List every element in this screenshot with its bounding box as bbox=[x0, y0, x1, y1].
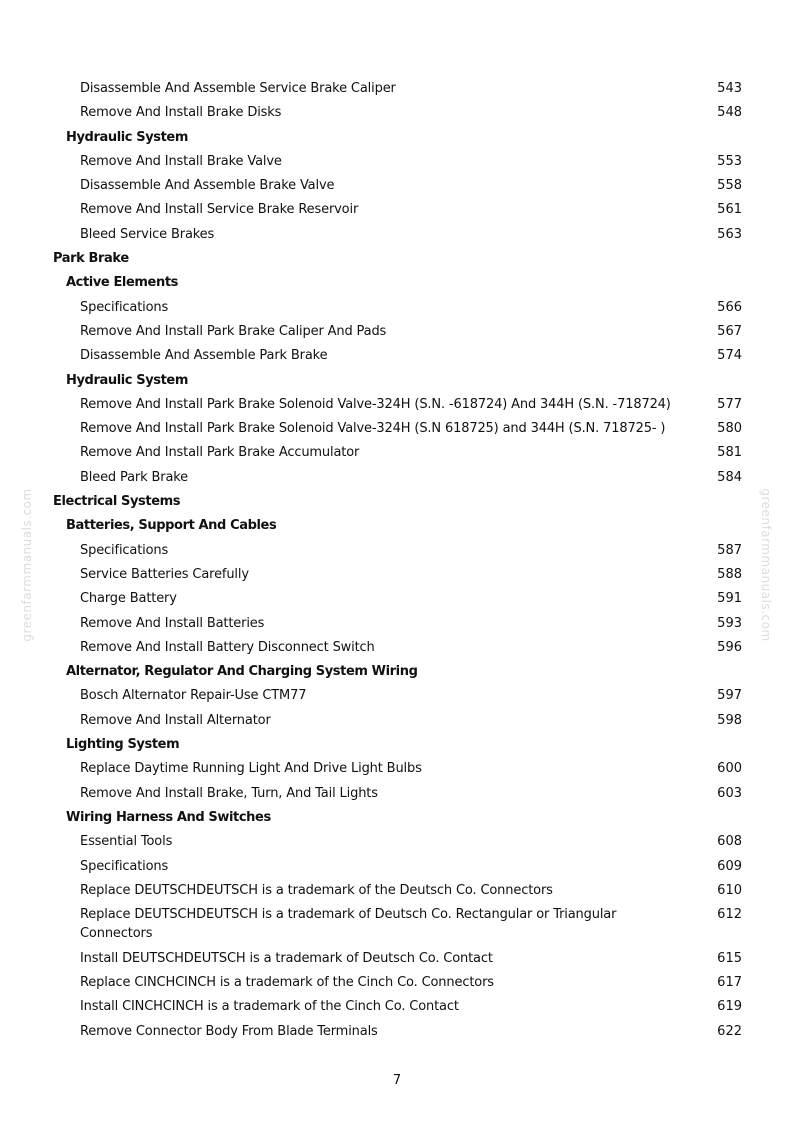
toc-entry[interactable] bbox=[0, 682, 794, 706]
toc-entry-title: Disassemble And Assemble Brake Valve bbox=[80, 178, 335, 194]
toc-entry[interactable] bbox=[0, 707, 794, 731]
toc-page-number: 587 bbox=[717, 542, 742, 558]
toc-entry-title: Remove And Install Batteries bbox=[80, 615, 265, 631]
toc-page-number: 596 bbox=[717, 639, 742, 655]
toc-page-number: 543 bbox=[717, 81, 742, 96]
toc-subsection-title: Active Elements bbox=[66, 275, 178, 291]
toc-subsection bbox=[0, 658, 794, 682]
toc-page-number: 588 bbox=[717, 566, 742, 582]
toc-entry-title: Bleed Service Brakes bbox=[80, 226, 215, 242]
toc-entry-title: Remove And Install Park Brake Solenoid Valve-324H (S.N. -618724) And 344H (S.N. -718724) bbox=[80, 396, 671, 412]
toc-subsection-title: Alternator, Regulator And Charging System Wiring bbox=[66, 664, 418, 680]
toc-subsection bbox=[0, 269, 794, 293]
toc-entry[interactable] bbox=[0, 439, 794, 463]
toc-page-number: 553 bbox=[717, 153, 742, 169]
toc-entry-title: Specifications bbox=[80, 858, 169, 874]
toc-page-number: 558 bbox=[717, 178, 742, 194]
toc-subsection-title: Hydraulic System bbox=[66, 372, 188, 388]
toc-subsection bbox=[0, 367, 794, 391]
toc-subsection bbox=[0, 124, 794, 148]
table-of-contents bbox=[0, 75, 794, 1042]
toc-entry[interactable] bbox=[0, 969, 794, 993]
toc-entry[interactable] bbox=[0, 610, 794, 634]
toc-entry-title: Remove And Install Brake, Turn, And Tail Lights bbox=[80, 785, 378, 801]
toc-section bbox=[0, 488, 794, 512]
toc-entry-title: Install DEUTSCHDEUTSCH is a trademark of Deutsch Co. Contact bbox=[80, 950, 493, 966]
toc-page-number: 608 bbox=[717, 834, 742, 850]
toc-entry-title: Remove And Install Battery Disconnect Switch bbox=[80, 639, 375, 655]
toc-subsection-title: Batteries, Support And Cables bbox=[66, 518, 277, 534]
toc-entry-title: Replace CINCHCINCH is a trademark of the Cinch Co. Connectors bbox=[80, 974, 494, 990]
toc-page-number: 600 bbox=[717, 761, 742, 777]
toc-page-number: 561 bbox=[717, 202, 742, 218]
toc-page-number: 612 bbox=[717, 907, 742, 923]
page-number: 7 bbox=[392, 1073, 402, 1088]
toc-entry[interactable] bbox=[0, 99, 794, 123]
toc-page-number: 622 bbox=[717, 1023, 742, 1039]
toc-entry[interactable] bbox=[0, 993, 794, 1017]
toc-entry-title: Disassemble And Assemble Park Brake bbox=[80, 348, 328, 364]
toc-entry[interactable] bbox=[0, 148, 794, 172]
toc-page-number: 593 bbox=[717, 615, 742, 631]
toc-entry[interactable] bbox=[0, 172, 794, 196]
watermark-left: greenfarmmanuals.com bbox=[20, 488, 34, 642]
toc-entry-title: Replace Daytime Running Light And Drive Light Bulbs bbox=[80, 761, 422, 777]
toc-entry-title: Remove Connector Body From Blade Terminals bbox=[80, 1023, 378, 1039]
toc-entry[interactable] bbox=[0, 196, 794, 220]
toc-page-number: 577 bbox=[717, 396, 742, 412]
toc-entry-title: Remove And Install Park Brake Solenoid Valve-324H (S.N 618725) and 344H (S.N. 718725- ) bbox=[80, 421, 666, 437]
toc-page-number: 548 bbox=[717, 105, 742, 121]
toc-subsection-title: Wiring Harness And Switches bbox=[66, 809, 271, 825]
toc-subsection-title: Lighting System bbox=[66, 737, 180, 753]
toc-entry[interactable] bbox=[0, 537, 794, 561]
toc-page-number: 580 bbox=[717, 421, 742, 437]
toc-entry-title: Remove And Install Alternator bbox=[80, 712, 271, 728]
toc-entry[interactable] bbox=[0, 464, 794, 488]
toc-entry[interactable] bbox=[0, 828, 794, 852]
toc-entry[interactable] bbox=[0, 634, 794, 658]
toc-subsection bbox=[0, 804, 794, 828]
toc-entry-title: Essential Tools bbox=[80, 834, 173, 850]
toc-page-number: 597 bbox=[717, 688, 742, 704]
toc-entry-title: Install CINCHCINCH is a trademark of the Cinch Co. Contact bbox=[80, 999, 459, 1015]
toc-subsection bbox=[0, 512, 794, 536]
toc-section bbox=[0, 245, 794, 269]
toc-page-number: 574 bbox=[717, 348, 742, 364]
toc-page-number: 617 bbox=[717, 974, 742, 990]
toc-page-number: 584 bbox=[717, 469, 742, 485]
toc-page-number: 566 bbox=[717, 299, 742, 315]
toc-page-number: 619 bbox=[717, 999, 742, 1015]
toc-entry[interactable] bbox=[0, 561, 794, 585]
toc-entry[interactable] bbox=[0, 755, 794, 779]
toc-entry[interactable] bbox=[0, 342, 794, 366]
toc-entry[interactable] bbox=[0, 221, 794, 245]
toc-entry[interactable] bbox=[0, 945, 794, 969]
toc-entry-title: Bleed Park Brake bbox=[80, 469, 189, 485]
toc-page-number: 581 bbox=[717, 445, 742, 461]
toc-page-number: 615 bbox=[717, 950, 742, 966]
toc-entry[interactable] bbox=[0, 294, 794, 318]
watermark-right: greenfarmmanuals.com bbox=[759, 488, 773, 642]
toc-page-number: 563 bbox=[717, 226, 742, 242]
toc-entry-title: Charge Battery bbox=[80, 591, 177, 607]
toc-entry-title: Specifications bbox=[80, 299, 169, 315]
toc-entry[interactable] bbox=[0, 901, 794, 945]
toc-entry-title: Specifications bbox=[80, 542, 169, 558]
toc-entry-title: Bosch Alternator Repair-Use CTM77 bbox=[80, 688, 307, 704]
toc-page-number: 603 bbox=[717, 785, 742, 801]
toc-page-number: 567 bbox=[717, 323, 742, 339]
toc-page-number: 610 bbox=[717, 882, 742, 898]
toc-entry[interactable] bbox=[0, 415, 794, 439]
toc-entry-title: Remove And Install Brake Valve bbox=[80, 153, 282, 169]
toc-entry-title: Remove And Install Service Brake Reservoir bbox=[80, 202, 359, 218]
toc-entry-title: Remove And Install Park Brake Caliper And Pads bbox=[80, 323, 387, 339]
toc-entry-title: Service Batteries Carefully bbox=[80, 566, 249, 582]
toc-entry[interactable] bbox=[0, 780, 794, 804]
toc-entry[interactable] bbox=[0, 853, 794, 877]
toc-section-title: Electrical Systems bbox=[53, 494, 181, 510]
toc-entry[interactable] bbox=[0, 75, 794, 99]
toc-entry[interactable] bbox=[0, 391, 794, 415]
toc-entry[interactable] bbox=[0, 1018, 794, 1042]
toc-entry-title: Remove And Install Brake Disks bbox=[80, 105, 282, 121]
toc-entry[interactable] bbox=[0, 318, 794, 342]
toc-page-number: 598 bbox=[717, 712, 742, 728]
toc-entry-title: Replace DEUTSCHDEUTSCH is a trademark of Deutsch Co. Rectangular or Triangular Connectors bbox=[80, 907, 617, 942]
toc-page-number: 591 bbox=[717, 591, 742, 607]
toc-section-title: Park Brake bbox=[53, 251, 129, 267]
toc-subsection-title: Hydraulic System bbox=[66, 129, 188, 145]
toc-page-number: 609 bbox=[717, 858, 742, 874]
toc-entry-title: Replace DEUTSCHDEUTSCH is a trademark of the Deutsch Co. Connectors bbox=[80, 882, 553, 898]
toc-subsection bbox=[0, 731, 794, 755]
toc-entry-title: Disassemble And Assemble Service Brake Caliper bbox=[80, 81, 396, 96]
toc-entry[interactable] bbox=[0, 877, 794, 901]
toc-entry[interactable] bbox=[0, 585, 794, 609]
toc-entry-title: Remove And Install Park Brake Accumulator bbox=[80, 445, 360, 461]
